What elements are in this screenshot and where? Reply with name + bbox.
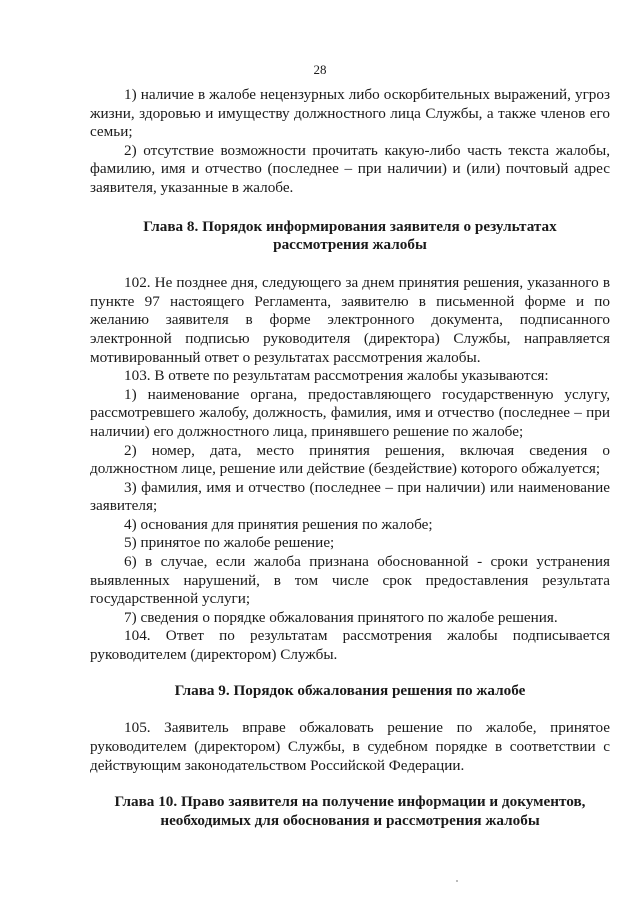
list-item: 3) фамилия, имя и отчество (последнее – при наличии) или наименование заявителя; <box>90 478 610 515</box>
page-number: 28 <box>313 62 327 77</box>
list-item: 7) сведения о порядке обжалования принятого по жалобе решения. <box>124 608 558 626</box>
chapter-9-heading: Глава 9. Порядок обжалования решения по жалобе <box>174 681 526 699</box>
page-content <box>90 86 610 831</box>
paragraph-105: 105. Заявитель вправе обжаловать решение по жалобе, принятое руководителем (директором) Службы, в судебном порядке в соответствии с действующим законодательством Российской Федерации. <box>90 719 610 774</box>
list-item: 6) в случае, если жалоба признана обоснованной - сроки устранения выявленных нарушений, в том числе срок предоставления результата государственной услуги; <box>90 553 610 608</box>
list-item: 4) основания для принятия решения по жалобе; <box>124 515 433 533</box>
list-item: 5) принятое по жалобе решение; <box>124 534 335 552</box>
list-item: 1) наименование органа, предоставляющего государственную услугу, рассмотревшего жалобу, должность, фамилия, имя и отчество (последнее – при наличии) его должностного лица, принявшего решение по жалобе; <box>90 385 610 440</box>
paragraph-104: 104. Ответ по результатам рассмотрения жалобы подписывается руководителем (директором) Службы. <box>90 627 610 664</box>
intro-item-1: 1) наличие в жалобе нецензурных либо оскорбительных выражений, угроз жизни, здоровью и имуществу должностного лица Службы, а также членов его семьи; <box>90 86 610 141</box>
chapter-10-heading: Глава 10. Право заявителя на получение информации и документов, необходимых для обоснования и рассмотрения жалобы <box>114 793 586 829</box>
list-item: 2) номер, дата, место принятия решения, включая сведения о должностном лице, решение или действие (бездействие) которого обжалуется; <box>90 441 610 478</box>
paragraph-103: 103. В ответе по результатам рассмотрения жалобы указываются: <box>124 367 549 385</box>
chapter-8-heading: Глава 8. Порядок информирования заявителя о результатах рассмотрения жалобы <box>143 217 557 254</box>
intro-item-2: 2) отсутствие возможности прочитать какую-либо часть текста жалобы, фамилию, имя и отчество (последнее – при наличии) и (или) почтовый адрес заявителя, указанные в жалобе. <box>90 141 610 196</box>
scan-speck <box>456 880 458 882</box>
paragraph-102: 102. Не позднее дня, следующего за днем принятия решения, указанного в пункте 97 настоящего Регламента, заявителю в письменной форме и по желанию заявителя в форме электронного документа, подписанного электронной подписью руководителя (директора) Службы, направляется мотивированный ответ о результатах рассмотрения жалобы. <box>90 274 610 366</box>
